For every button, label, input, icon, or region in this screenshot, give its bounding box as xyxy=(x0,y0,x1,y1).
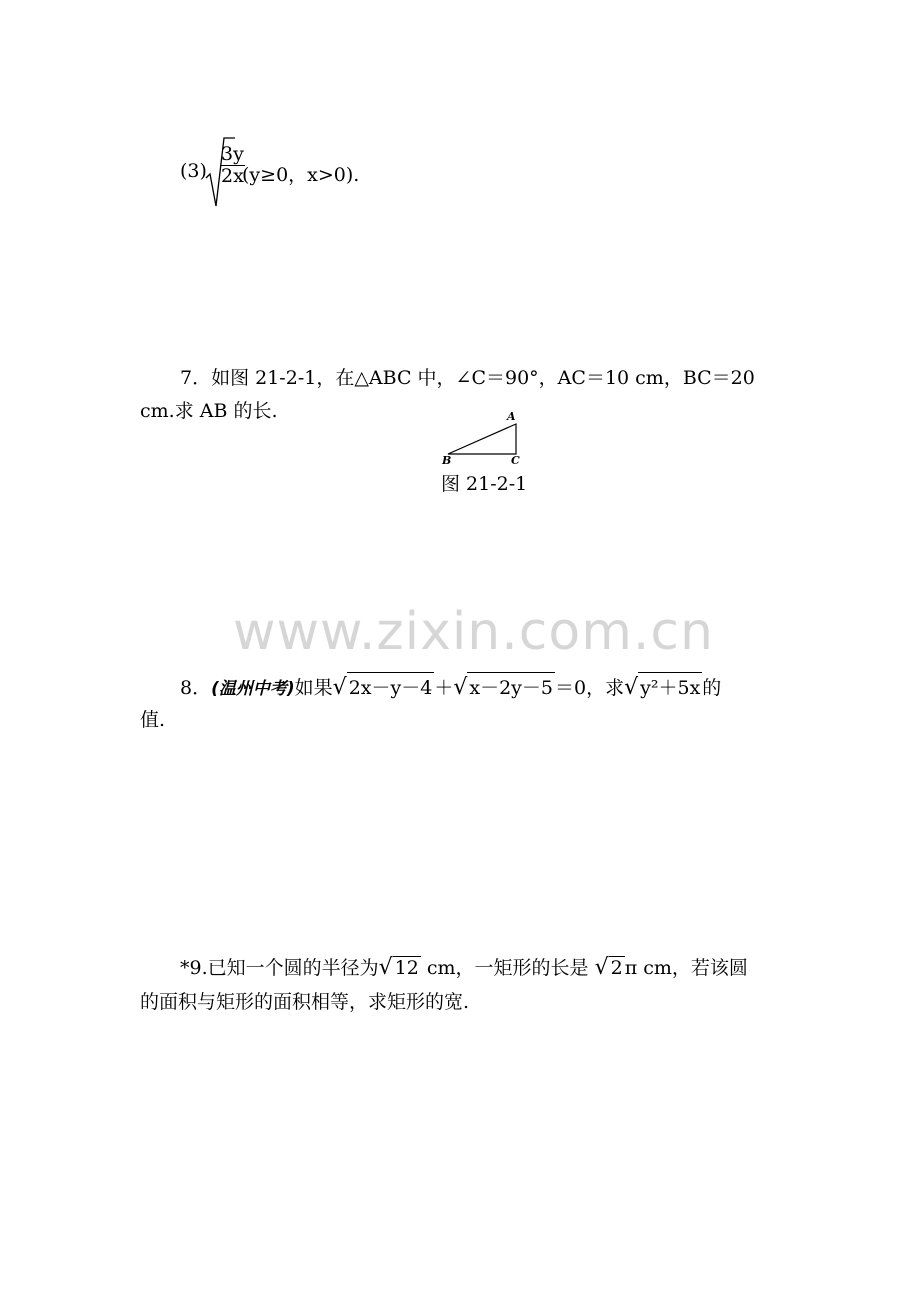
vertex-label-b: B xyxy=(442,454,452,467)
radical-sign: √ xyxy=(332,675,347,700)
radical-2 xyxy=(453,672,555,700)
radicand-3: y²＋5x xyxy=(638,672,702,700)
item-3-number: (3) xyxy=(180,160,207,182)
triangle-abc-icon xyxy=(438,412,538,470)
radical-12 xyxy=(379,955,421,980)
figure-caption: 图 21-2-1 xyxy=(441,473,528,495)
plus-sign: ＋ xyxy=(434,677,454,699)
q8-number: 8． xyxy=(180,677,212,699)
q8-text-a: 如果 xyxy=(294,677,333,699)
radical-sign: √ xyxy=(594,955,609,980)
q8-line1 xyxy=(180,672,721,700)
radical-3 xyxy=(624,672,702,700)
watermark: www.zixin.com.cn xyxy=(233,602,714,662)
radicand-2: x－2y－5 xyxy=(467,672,555,700)
q7-line2: cm.求 AB 的长. xyxy=(140,400,278,422)
radicand-12: 12 xyxy=(394,957,419,979)
q8-text-b: ＝0，求 xyxy=(555,677,625,699)
q8-line2: 值. xyxy=(140,709,166,731)
radical-sign: √ xyxy=(624,675,639,700)
q8-source: (温州中考) xyxy=(211,679,295,699)
q9-text-a: *9.已知一个圆的半径为 xyxy=(180,957,379,979)
radicand-2: 2 xyxy=(610,957,623,979)
q8-text-c: 的 xyxy=(702,677,722,699)
q9-text-c: π cm，若该圆 xyxy=(624,957,748,979)
fraction-numerator: 3y xyxy=(221,143,244,165)
q7-figure xyxy=(438,412,538,470)
q9-line2: 的面积与矩形的面积相等，求矩形的宽. xyxy=(140,991,470,1013)
q9-line1 xyxy=(180,953,748,980)
fraction-denominator: 2x xyxy=(221,164,244,187)
radical-sign: √ xyxy=(453,675,468,700)
q7-line1: 7．如图 21-2-1，在△ABC 中，∠C＝90°，AC＝10 cm，BC＝20 xyxy=(180,367,755,389)
radical-2pi xyxy=(595,955,625,980)
radical-1 xyxy=(333,672,435,700)
item-3-condition: (y≥0，x>0). xyxy=(242,164,360,186)
vertex-label-a: A xyxy=(507,410,516,423)
vertex-label-c: C xyxy=(511,454,520,467)
q9-text-b: cm，一矩形的长是 xyxy=(420,957,595,979)
radical-sign: √ xyxy=(378,955,393,980)
radicand-1: 2x－y－4 xyxy=(347,672,435,700)
